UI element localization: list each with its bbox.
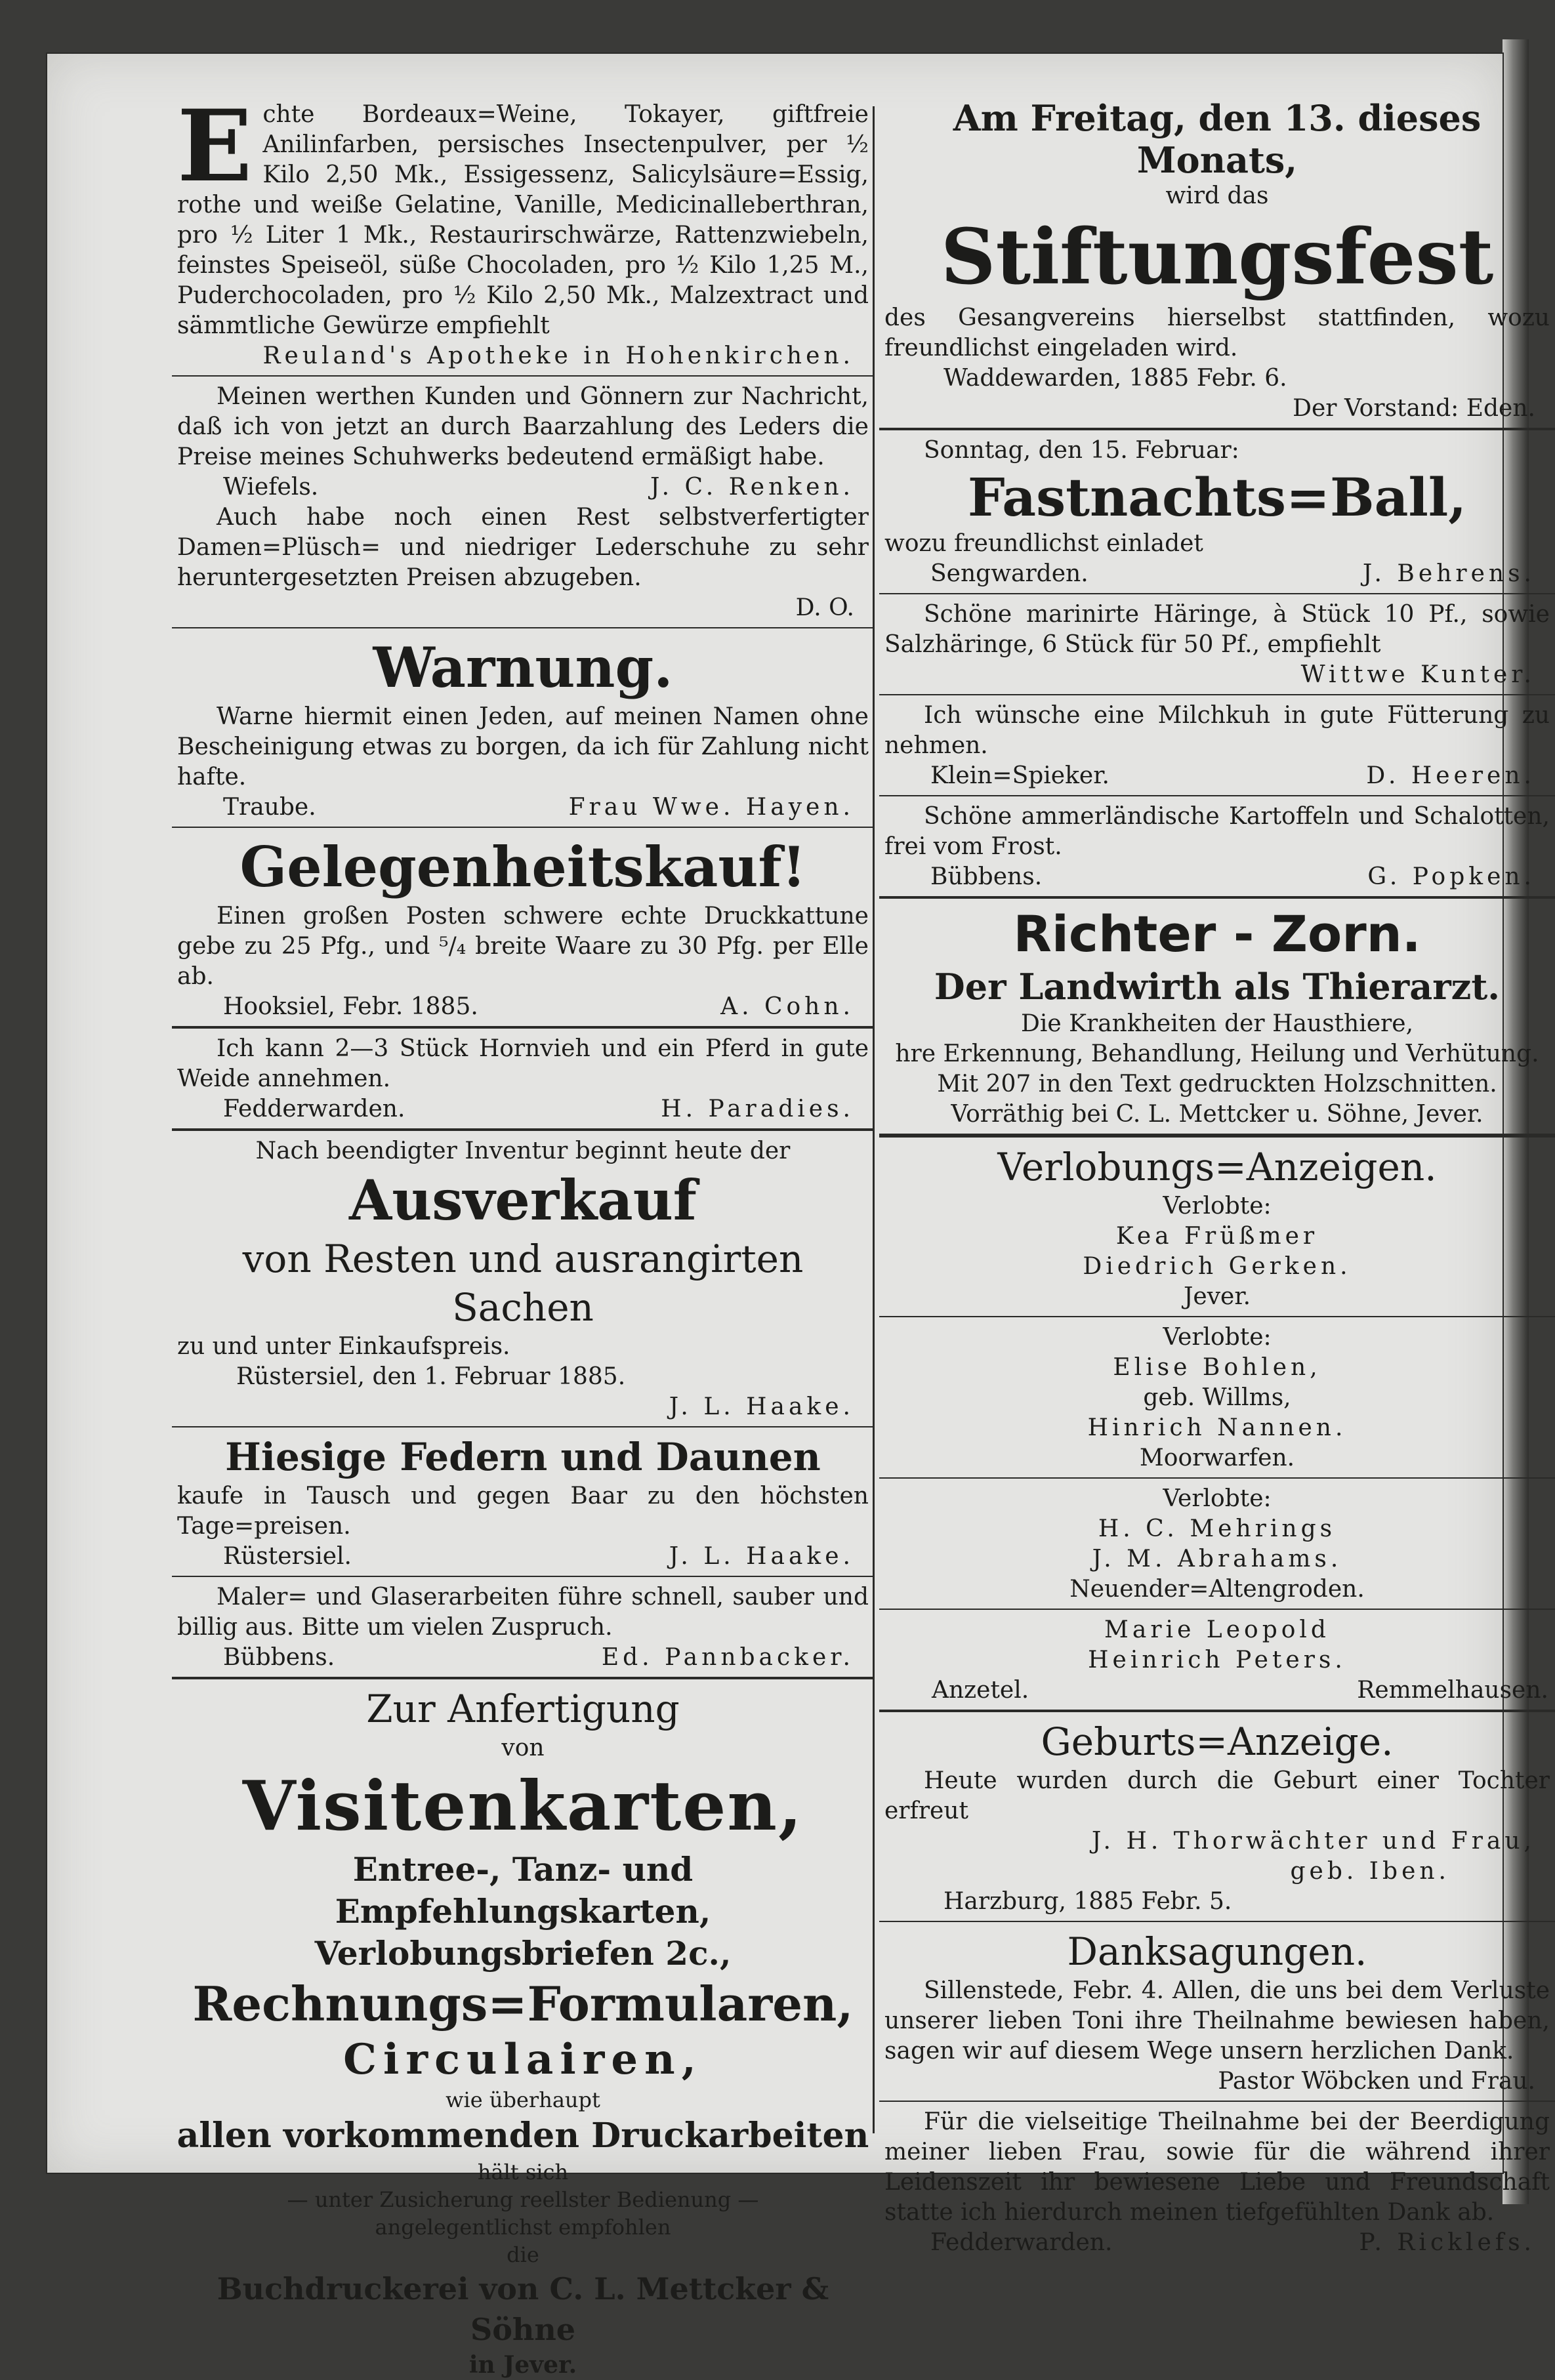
ad-text: Ich wünsche eine Milchkuh in gute Fütterung zu nehmen. [884, 702, 1550, 759]
divider [172, 827, 874, 828]
ad-name-2: geb. Iben. [1290, 1858, 1450, 1885]
ad-line-5: Verlobungsbriefen 2c., [314, 1934, 732, 1973]
ad-place: Harzburg, 1885 Febr. 5. [943, 1888, 1232, 1915]
ad-line-11: — unter Zusicherung reellster Bedienung — [287, 2187, 759, 2212]
newspaper-page [47, 54, 1550, 2379]
engagement-3 [879, 1484, 1555, 1605]
ad-place: Fedderwarden. [930, 2229, 1113, 2256]
ad-heading: Fastnachts=Ball, [967, 466, 1467, 528]
ad-name: J. L. Haake. [669, 1393, 854, 1420]
ad-heading: Ausverkauf [349, 1168, 697, 1233]
ad-milchkuh [879, 701, 1555, 791]
ad-place: Sengwarden. [930, 560, 1088, 587]
place-1: Anzetel. [932, 1677, 1029, 1704]
ad-line-15: in Jever. [468, 2351, 577, 2379]
ad-name: Der Vorstand: Eden. [1293, 395, 1535, 422]
label: Verlobte: [1163, 1193, 1272, 1220]
name-1: H. C. Mehrings [1098, 1515, 1337, 1542]
ad-line-13: die [507, 2242, 539, 2267]
ad-name: J. H. Thorwächter und Frau, [1091, 1828, 1535, 1855]
engagement-1 [879, 1191, 1555, 1312]
ad-text-2: Auch habe noch einen Rest selbstverfertigter Damen=Plüsch= und niedriger Lederschuhe zu sehr heruntergesetzten Preisen abzugeben. [177, 504, 869, 591]
ad-heading: Warnung. [373, 635, 673, 700]
ad-heading: Visitenkarten, [242, 1765, 804, 1846]
ad-heading: Hiesige Federn und Daunen [225, 1435, 821, 1479]
ad-text: zu und unter Einkaufspreis. [177, 1333, 510, 1360]
ad-text: chte Bordeaux=Weine, Tokayer, giftfreie Anilinfarben, persisches Insectenpulver, per ½ Kilo 2,50 Mk., Essigessenz, Salicylsäure=Essig, rothe und weiße Gelatine, Vanille, Medicinalleberthran, pro ½ Liter 1 Mk., Restaurirschwärze, Rattenzwiebeln, feinstes Speiseöl, süße Chocoladen, pro ½ Kilo 1,25 M., Puderchocoladen, pro ½ Kilo 2,50 Mk., Malzextract und sämmtliche Gewürze empfiehlt [177, 101, 869, 339]
ad-line-6: Rechnungs=Formularen, [192, 1976, 854, 2032]
ad-name: Wittwe Kunter. [1300, 661, 1535, 688]
ad-line-9: allen vorkommenden Druckarbeiten [176, 2116, 869, 2156]
ad-danksagungen [879, 1927, 1555, 2258]
ad-geburt [879, 1717, 1555, 1917]
divider [879, 795, 1555, 796]
ad-text: Meinen werthen Kunden und Gönnern zur Nachricht, daß ich von jetzt an durch Baarzahlung des Leders die Preise meines Schuhwerks bedeutend ermäßigt habe. [177, 383, 869, 470]
name-2: geb. Willms, [1143, 1384, 1291, 1411]
place: Moorwarfen. [1139, 1445, 1295, 1471]
ad-text-2: Für die vielseitige Theilnahme bei der Beerdigung meiner lieben Frau, sowie für die während ihrer Leidenszeit ihr bewiesene Liebe und Freundschaft statte ich hierdurch meinen tiefgefühlten Dank ab. [884, 2108, 1550, 2226]
name-2: Heinrich Peters. [1088, 1647, 1346, 1673]
label: Verlobte: [1163, 1485, 1272, 1512]
ad-bordeaux [172, 89, 874, 371]
ad-text: Sillenstede, Febr. 4. Allen, die uns bei dem Verluste unserer lieben Toni ihre Theilnahme bewiesen haben, sagen wir auf diesem Wege unsern herzlichen Dank. [884, 1977, 1550, 2064]
ad-kartoffeln [879, 802, 1555, 892]
ad-line-1: Am Freitag, den 13. dieses Monats, [953, 97, 1482, 181]
ad-line-4: Vorräthig bei C. L. Mettcker u. Söhne, Jever. [951, 1101, 1483, 1128]
ad-federn [172, 1433, 874, 1572]
ad-line-2: wird das [1165, 182, 1269, 209]
divider [172, 627, 874, 628]
ad-name: Ed. Pannbacker. [601, 1644, 854, 1671]
ad-name-2: P. Ricklefs. [1359, 2229, 1535, 2256]
ad-heading: Verlobungs=Anzeigen. [997, 1145, 1437, 1189]
ad-place: Traube. [223, 794, 316, 821]
divider [879, 2101, 1555, 2102]
ad-line-14: Buchdruckerei von C. L. Mettcker & Söhne [217, 2271, 829, 2347]
ad-place: Klein=Spieker. [930, 762, 1109, 789]
ad-place: Wiefels. [223, 474, 319, 501]
ad-line-1: Zur Anfertigung [366, 1687, 680, 1731]
ad-text: Schöne ammerländische Kartoffeln und Schalotten, frei vom Frost. [884, 803, 1550, 860]
ad-line-2: hre Erkennung, Behandlung, Heilung und Verhütung. [895, 1040, 1539, 1067]
ad-heading: Richter - Zorn. [1013, 905, 1421, 963]
ad-richter-zorn [879, 904, 1555, 1130]
divider [879, 428, 1555, 430]
ad-haeringe [879, 600, 1555, 690]
ad-line-10: hält sich [477, 2160, 569, 2185]
ad-name: H. Paradies. [661, 1096, 854, 1122]
ad-line-7: Circulairen, [343, 2035, 703, 2084]
ad-warnung [172, 634, 874, 823]
ad-line-4: Entree-, Tanz- und Empfehlungskarten, [335, 1850, 711, 1931]
ad-line-2: von [501, 1734, 545, 1761]
ad-line-1: Die Krankheiten der Hausthiere, [1020, 1010, 1414, 1037]
ad-text: Heute wurden durch die Geburt einer Tochter erfreut [884, 1767, 1550, 1824]
name-2: J. M. Abrahams. [1092, 1546, 1342, 1572]
name-1: Kea Früßmer [1115, 1223, 1319, 1250]
divider [879, 1316, 1555, 1317]
ad-intro: Nach beendigter Inventur beginnt heute der [255, 1138, 791, 1164]
ad-place: Hooksiel, Febr. 1885. [223, 993, 478, 1020]
ad-verlobungen [879, 1143, 1555, 1706]
ad-text: Maler= und Glaserarbeiten führe schnell, sauber und billig aus. Bitte um vielen Zuspruch. [177, 1584, 869, 1641]
ad-heading: Gelegenheitskauf! [239, 834, 806, 899]
divider [172, 375, 874, 377]
ad-place: Fedderwarden. [223, 1096, 405, 1122]
left-column [172, 89, 874, 2380]
ad-line-8: wie überhaupt [446, 2087, 600, 2112]
ad-place: Rüstersiel, den 1. Februar 1885. [236, 1363, 626, 1390]
divider [879, 1609, 1555, 1610]
ad-renken [172, 382, 874, 623]
ad-name: Frau Wwe. Hayen. [568, 794, 854, 821]
ad-druckerei [172, 1685, 874, 2380]
ad-place: Rüstersiel. [223, 1543, 352, 1570]
ad-line-12: angelegentlichst empfohlen [375, 2215, 671, 2240]
ad-text: kaufe in Tausch und gegen Baar zu den höchsten Tage=preisen. [177, 1483, 869, 1540]
ad-name: D. Heeren. [1366, 762, 1535, 789]
name-1: Marie Leopold [1104, 1616, 1330, 1643]
ad-subheading: Der Landwirth als Thierarzt. [934, 966, 1501, 1008]
ad-text: Schöne marinirte Häringe, à Stück 10 Pf., sowie Salzhäringe, 6 Stück für 50 Pf., empfiehlt [884, 601, 1550, 658]
ad-heading: Danksagungen. [1067, 1929, 1367, 1974]
divider [879, 593, 1555, 594]
ad-signature: Reuland's Apotheke in Hohenkirchen. [262, 342, 854, 369]
ad-line-1: Sonntag, den 15. Februar: [924, 437, 1239, 464]
ad-pannbacker [172, 1582, 874, 1673]
divider [172, 1426, 874, 1427]
ad-gelegenheitskauf [172, 833, 874, 1022]
ad-name: J. Behrens. [1362, 560, 1535, 587]
ad-heading: Geburts=Anzeige. [1041, 1719, 1394, 1764]
divider [879, 1710, 1555, 1712]
ad-place: Bübbens. [223, 1644, 335, 1671]
name-1: Elise Bohlen, [1113, 1354, 1321, 1381]
ad-name: Pastor Wöbcken und Frau. [1218, 2068, 1535, 2095]
ad-text: Ich kann 2—3 Stück Hornvieh und ein Pferd in gute Weide annehmen. [177, 1035, 869, 1092]
place-2: Remmelhausen. [1357, 1677, 1548, 1704]
engagement-2 [879, 1323, 1555, 1473]
ad-line-3: Mit 207 in den Text gedruckten Holzschnitten. [937, 1071, 1497, 1098]
label: Verlobte: [1163, 1324, 1272, 1351]
ad-name-2: D. O. [795, 594, 854, 621]
ad-name: J. L. Haake. [669, 1543, 854, 1570]
ad-name: A. Cohn. [720, 993, 854, 1020]
ad-subheading: von Resten und ausrangirten Sachen [242, 1237, 804, 1330]
ad-text: wozu freundlichst einladet [884, 530, 1203, 557]
divider [172, 1026, 874, 1029]
divider [172, 1576, 874, 1577]
ad-place: Bübbens. [930, 863, 1043, 890]
divider [879, 1134, 1555, 1138]
ad-name: J. C. Renken. [650, 474, 854, 501]
ad-text: Einen großen Posten schwere echte Druckkattune gebe zu 25 Pfg., und ⁵/₄ breite Waare zu 30 Pfg. per Elle ab. [177, 903, 869, 990]
divider [879, 1921, 1555, 1922]
right-column [879, 93, 1555, 2258]
ad-text: des Gesangvereins hierselbst stattfinden, wozu freundlichst eingeladen wird. [884, 304, 1550, 361]
divider [172, 1128, 874, 1131]
divider [172, 1677, 874, 1679]
place: Jever. [1183, 1283, 1251, 1310]
name-2: Diedrich Gerken. [1083, 1253, 1352, 1280]
ad-stiftungsfest [879, 97, 1555, 424]
ad-name: G. Popken. [1367, 863, 1535, 890]
ad-place: Waddewarden, 1885 Febr. 6. [943, 365, 1287, 392]
divider [879, 694, 1555, 695]
ad-paradies [172, 1034, 874, 1124]
ad-heading: Stiftungsfest [940, 213, 1494, 302]
ad-fastnachtsball [879, 436, 1555, 589]
ad-ausverkauf [172, 1136, 874, 1422]
engagement-4 [879, 1615, 1555, 1706]
name-3: Hinrich Nannen. [1087, 1414, 1347, 1441]
place: Neuender=Altengroden. [1069, 1576, 1365, 1603]
ad-text: Warne hiermit einen Jeden, auf meinen Namen ohne Bescheinigung etwas zu borgen, da ich für Zahlung nicht hafte. [177, 703, 869, 790]
drop-cap: E [177, 89, 253, 204]
divider [879, 1477, 1555, 1479]
divider [879, 896, 1555, 899]
